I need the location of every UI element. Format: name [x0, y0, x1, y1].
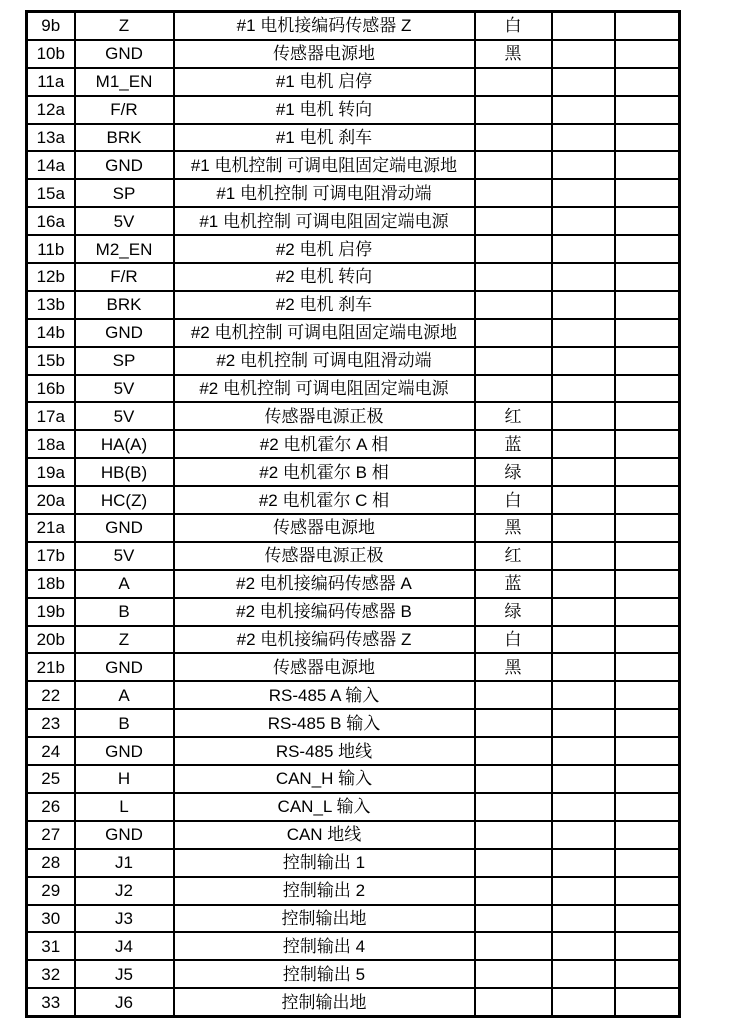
table-row: [27, 960, 680, 988]
wire-color-cell: [475, 151, 552, 179]
empty-cell-1: [552, 430, 615, 458]
signal-name-cell: 5V: [75, 375, 174, 403]
table-row: [27, 709, 680, 737]
pin-number-cell: 30: [27, 905, 75, 933]
signal-name-cell: GND: [75, 737, 174, 765]
table-row: [27, 402, 680, 430]
pin-number-cell: 11a: [27, 68, 75, 96]
signal-name-cell: GND: [75, 653, 174, 681]
pin-number-cell: 19a: [27, 458, 75, 486]
pin-number-cell: 16b: [27, 375, 75, 403]
empty-cell-2: [615, 737, 680, 765]
wire-color-cell: 黑: [475, 40, 552, 68]
description-cell: #2 电机接编码传感器 A: [174, 570, 475, 598]
empty-cell-2: [615, 709, 680, 737]
table-row: [27, 598, 680, 626]
wire-color-cell: [475, 235, 552, 263]
signal-name-cell: GND: [75, 40, 174, 68]
wire-color-cell: 白: [475, 486, 552, 514]
pin-number-cell: 20b: [27, 626, 75, 654]
description-cell: #1 电机控制 可调电阻滑动端: [174, 179, 475, 207]
signal-name-cell: H: [75, 765, 174, 793]
description-cell: #2 电机 刹车: [174, 291, 475, 319]
pin-number-cell: 32: [27, 960, 75, 988]
signal-name-cell: SP: [75, 179, 174, 207]
wire-color-cell: [475, 263, 552, 291]
wire-color-cell: [475, 793, 552, 821]
wire-color-cell: 黑: [475, 653, 552, 681]
description-cell: CAN 地线: [174, 821, 475, 849]
table-row: [27, 375, 680, 403]
pin-number-cell: 23: [27, 709, 75, 737]
signal-name-cell: J1: [75, 849, 174, 877]
empty-cell-1: [552, 932, 615, 960]
table-row: [27, 570, 680, 598]
empty-cell-1: [552, 765, 615, 793]
wire-color-cell: [475, 681, 552, 709]
signal-name-cell: HA(A): [75, 430, 174, 458]
description-cell: 传感器电源正极: [174, 542, 475, 570]
pin-number-cell: 20a: [27, 486, 75, 514]
wire-color-cell: 绿: [475, 458, 552, 486]
empty-cell-1: [552, 988, 615, 1016]
table-row: [27, 179, 680, 207]
description-cell: #2 电机霍尔 A 相: [174, 430, 475, 458]
table-row: [27, 514, 680, 542]
empty-cell-2: [615, 877, 680, 905]
table-row: [27, 905, 680, 933]
empty-cell-2: [615, 821, 680, 849]
signal-name-cell: BRK: [75, 291, 174, 319]
signal-name-cell: J2: [75, 877, 174, 905]
table-row: [27, 849, 680, 877]
wire-color-cell: [475, 347, 552, 375]
pin-number-cell: 10b: [27, 40, 75, 68]
empty-cell-2: [615, 402, 680, 430]
empty-cell-2: [615, 793, 680, 821]
empty-cell-1: [552, 96, 615, 124]
table-row: [27, 877, 680, 905]
pin-number-cell: 18a: [27, 430, 75, 458]
table-row: [27, 68, 680, 96]
signal-name-cell: M1_EN: [75, 68, 174, 96]
description-cell: CAN_L 输入: [174, 793, 475, 821]
empty-cell-1: [552, 626, 615, 654]
description-cell: #1 电机接编码传感器 Z: [174, 12, 475, 40]
description-cell: RS-485 B 输入: [174, 709, 475, 737]
description-cell: #1 电机 启停: [174, 68, 475, 96]
wire-color-cell: [475, 68, 552, 96]
table-row: [27, 430, 680, 458]
table-row: [27, 821, 680, 849]
table-row: [27, 235, 680, 263]
description-cell: 传感器电源地: [174, 514, 475, 542]
wire-color-cell: 白: [475, 626, 552, 654]
description-cell: 控制输出 1: [174, 849, 475, 877]
empty-cell-2: [615, 151, 680, 179]
pin-number-cell: 13a: [27, 124, 75, 152]
table-row: [27, 681, 680, 709]
empty-cell-1: [552, 598, 615, 626]
description-cell: RS-485 地线: [174, 737, 475, 765]
wire-color-cell: [475, 124, 552, 152]
empty-cell-1: [552, 124, 615, 152]
description-cell: 传感器电源地: [174, 40, 475, 68]
empty-cell-1: [552, 821, 615, 849]
wire-color-cell: [475, 375, 552, 403]
signal-name-cell: M2_EN: [75, 235, 174, 263]
pin-number-cell: 16a: [27, 207, 75, 235]
description-cell: #1 电机控制 可调电阻固定端电源: [174, 207, 475, 235]
empty-cell-1: [552, 737, 615, 765]
empty-cell-1: [552, 570, 615, 598]
wire-color-cell: [475, 877, 552, 905]
table-row: [27, 12, 680, 40]
wire-color-cell: 蓝: [475, 570, 552, 598]
empty-cell-1: [552, 709, 615, 737]
description-cell: #2 电机控制 可调电阻滑动端: [174, 347, 475, 375]
wire-color-cell: [475, 988, 552, 1016]
empty-cell-1: [552, 375, 615, 403]
wire-color-cell: [475, 179, 552, 207]
pin-number-cell: 28: [27, 849, 75, 877]
empty-cell-2: [615, 430, 680, 458]
wire-color-cell: 黑: [475, 514, 552, 542]
empty-cell-2: [615, 514, 680, 542]
table-row: [27, 124, 680, 152]
empty-cell-2: [615, 179, 680, 207]
empty-cell-1: [552, 849, 615, 877]
empty-cell-1: [552, 291, 615, 319]
wire-color-cell: [475, 737, 552, 765]
empty-cell-2: [615, 905, 680, 933]
pin-number-cell: 12b: [27, 263, 75, 291]
signal-name-cell: GND: [75, 151, 174, 179]
wire-color-cell: 绿: [475, 598, 552, 626]
wire-color-cell: [475, 905, 552, 933]
empty-cell-2: [615, 960, 680, 988]
description-cell: #2 电机接编码传感器 Z: [174, 626, 475, 654]
empty-cell-2: [615, 458, 680, 486]
pin-number-cell: 27: [27, 821, 75, 849]
empty-cell-1: [552, 40, 615, 68]
empty-cell-1: [552, 653, 615, 681]
signal-name-cell: 5V: [75, 207, 174, 235]
description-cell: #2 电机霍尔 B 相: [174, 458, 475, 486]
empty-cell-2: [615, 96, 680, 124]
empty-cell-1: [552, 319, 615, 347]
description-cell: 控制输出地: [174, 988, 475, 1016]
pin-number-cell: 12a: [27, 96, 75, 124]
signal-name-cell: Z: [75, 12, 174, 40]
wire-color-cell: [475, 207, 552, 235]
signal-name-cell: HB(B): [75, 458, 174, 486]
wire-color-cell: 红: [475, 542, 552, 570]
pin-assignment-table-body: [27, 12, 680, 1017]
signal-name-cell: J4: [75, 932, 174, 960]
pin-number-cell: 24: [27, 737, 75, 765]
signal-name-cell: SP: [75, 347, 174, 375]
description-cell: 传感器电源地: [174, 653, 475, 681]
wire-color-cell: 红: [475, 402, 552, 430]
pin-number-cell: 25: [27, 765, 75, 793]
empty-cell-1: [552, 347, 615, 375]
empty-cell-2: [615, 319, 680, 347]
pin-number-cell: 14b: [27, 319, 75, 347]
table-row: [27, 263, 680, 291]
pin-number-cell: 17b: [27, 542, 75, 570]
pin-number-cell: 33: [27, 988, 75, 1016]
empty-cell-2: [615, 486, 680, 514]
table-row: [27, 347, 680, 375]
empty-cell-2: [615, 347, 680, 375]
wire-color-cell: 白: [475, 12, 552, 40]
description-cell: #2 电机接编码传感器 B: [174, 598, 475, 626]
empty-cell-1: [552, 235, 615, 263]
table-row: [27, 988, 680, 1016]
signal-name-cell: GND: [75, 821, 174, 849]
empty-cell-2: [615, 124, 680, 152]
pin-number-cell: 31: [27, 932, 75, 960]
empty-cell-2: [615, 849, 680, 877]
empty-cell-1: [552, 793, 615, 821]
empty-cell-1: [552, 12, 615, 40]
pin-number-cell: 18b: [27, 570, 75, 598]
signal-name-cell: L: [75, 793, 174, 821]
description-cell: #2 电机 启停: [174, 235, 475, 263]
wire-color-cell: [475, 932, 552, 960]
table-row: [27, 207, 680, 235]
table-row: [27, 151, 680, 179]
empty-cell-2: [615, 626, 680, 654]
description-cell: #2 电机 转向: [174, 263, 475, 291]
table-row: [27, 458, 680, 486]
wire-color-cell: [475, 821, 552, 849]
empty-cell-2: [615, 681, 680, 709]
empty-cell-1: [552, 263, 615, 291]
table-row: [27, 542, 680, 570]
table-row: [27, 486, 680, 514]
pin-number-cell: 11b: [27, 235, 75, 263]
pin-number-cell: 21b: [27, 653, 75, 681]
pin-number-cell: 13b: [27, 291, 75, 319]
pin-number-cell: 15b: [27, 347, 75, 375]
empty-cell-2: [615, 68, 680, 96]
empty-cell-1: [552, 960, 615, 988]
empty-cell-2: [615, 291, 680, 319]
pin-number-cell: 14a: [27, 151, 75, 179]
description-cell: CAN_H 输入: [174, 765, 475, 793]
pin-number-cell: 15a: [27, 179, 75, 207]
signal-name-cell: A: [75, 681, 174, 709]
pin-assignment-table: [25, 10, 681, 1018]
pin-number-cell: 21a: [27, 514, 75, 542]
empty-cell-2: [615, 235, 680, 263]
wire-color-cell: [475, 849, 552, 877]
description-cell: 控制输出 5: [174, 960, 475, 988]
empty-cell-1: [552, 486, 615, 514]
pin-number-cell: 9b: [27, 12, 75, 40]
pin-number-cell: 17a: [27, 402, 75, 430]
signal-name-cell: F/R: [75, 263, 174, 291]
table-row: [27, 96, 680, 124]
description-cell: 控制输出 2: [174, 877, 475, 905]
description-cell: RS-485 A 输入: [174, 681, 475, 709]
pin-number-cell: 22: [27, 681, 75, 709]
empty-cell-2: [615, 207, 680, 235]
signal-name-cell: J6: [75, 988, 174, 1016]
empty-cell-1: [552, 151, 615, 179]
signal-name-cell: 5V: [75, 542, 174, 570]
signal-name-cell: A: [75, 570, 174, 598]
empty-cell-2: [615, 653, 680, 681]
table-row: [27, 626, 680, 654]
table-row: [27, 40, 680, 68]
wire-color-cell: [475, 960, 552, 988]
description-cell: 控制输出 4: [174, 932, 475, 960]
wire-color-cell: [475, 96, 552, 124]
description-cell: #2 电机控制 可调电阻固定端电源: [174, 375, 475, 403]
empty-cell-2: [615, 375, 680, 403]
signal-name-cell: F/R: [75, 96, 174, 124]
table-row: [27, 932, 680, 960]
pin-number-cell: 19b: [27, 598, 75, 626]
empty-cell-1: [552, 458, 615, 486]
empty-cell-1: [552, 179, 615, 207]
signal-name-cell: J3: [75, 905, 174, 933]
pin-number-cell: 26: [27, 793, 75, 821]
empty-cell-1: [552, 514, 615, 542]
signal-name-cell: GND: [75, 319, 174, 347]
signal-name-cell: GND: [75, 514, 174, 542]
description-cell: #1 电机 转向: [174, 96, 475, 124]
description-cell: #2 电机霍尔 C 相: [174, 486, 475, 514]
empty-cell-1: [552, 681, 615, 709]
wire-color-cell: [475, 765, 552, 793]
description-cell: #2 电机控制 可调电阻固定端电源地: [174, 319, 475, 347]
empty-cell-1: [552, 68, 615, 96]
empty-cell-2: [615, 988, 680, 1016]
signal-name-cell: 5V: [75, 402, 174, 430]
empty-cell-2: [615, 263, 680, 291]
signal-name-cell: B: [75, 709, 174, 737]
empty-cell-1: [552, 877, 615, 905]
description-cell: 控制输出地: [174, 905, 475, 933]
table-row: [27, 793, 680, 821]
empty-cell-1: [552, 905, 615, 933]
wire-color-cell: 蓝: [475, 430, 552, 458]
empty-cell-2: [615, 570, 680, 598]
table-row: [27, 319, 680, 347]
wire-color-cell: [475, 709, 552, 737]
signal-name-cell: Z: [75, 626, 174, 654]
empty-cell-1: [552, 207, 615, 235]
table-row: [27, 765, 680, 793]
empty-cell-2: [615, 12, 680, 40]
wire-color-cell: [475, 291, 552, 319]
table-row: [27, 737, 680, 765]
pin-number-cell: 29: [27, 877, 75, 905]
empty-cell-2: [615, 40, 680, 68]
empty-cell-1: [552, 542, 615, 570]
signal-name-cell: B: [75, 598, 174, 626]
description-cell: 传感器电源正极: [174, 402, 475, 430]
table-row: [27, 291, 680, 319]
signal-name-cell: HC(Z): [75, 486, 174, 514]
empty-cell-2: [615, 765, 680, 793]
wire-color-cell: [475, 319, 552, 347]
signal-name-cell: J5: [75, 960, 174, 988]
empty-cell-2: [615, 932, 680, 960]
table-row: [27, 653, 680, 681]
empty-cell-2: [615, 542, 680, 570]
description-cell: #1 电机控制 可调电阻固定端电源地: [174, 151, 475, 179]
signal-name-cell: BRK: [75, 124, 174, 152]
empty-cell-1: [552, 402, 615, 430]
description-cell: #1 电机 刹车: [174, 124, 475, 152]
empty-cell-2: [615, 598, 680, 626]
